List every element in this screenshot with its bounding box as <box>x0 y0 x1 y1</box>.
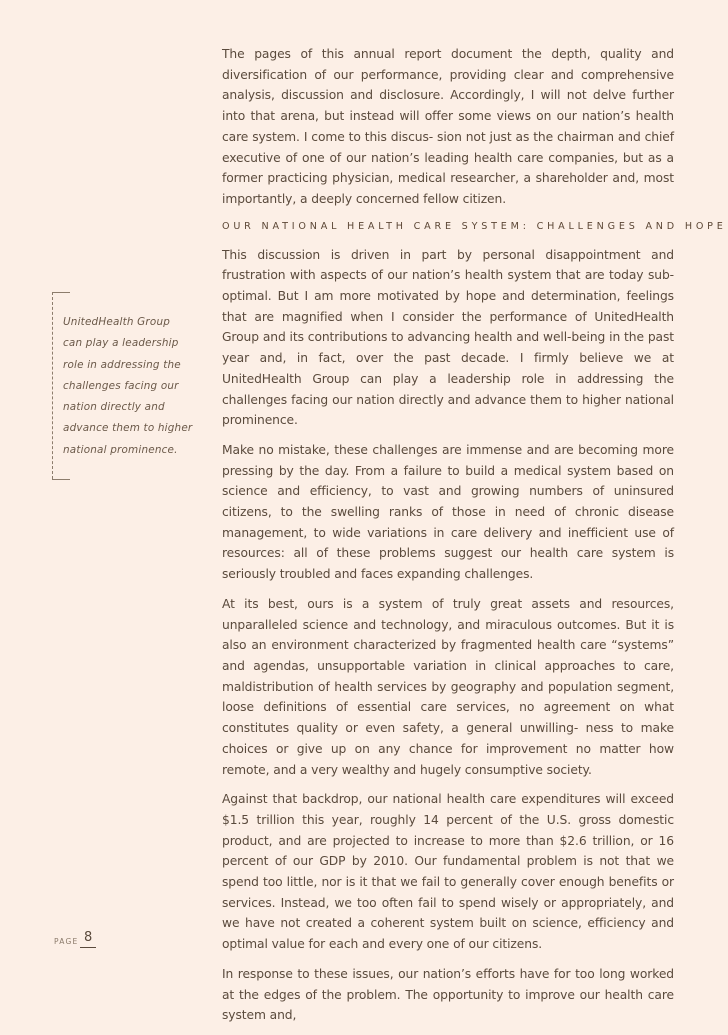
pullquote-line: UnitedHealth Group <box>63 316 171 328</box>
paragraph-expenditures: Against that backdrop, our national health care expenditures will exceed $1.5 trillion this year, roughly 14 percent of the U.S. gross domestic product, and are projected to increase to more than $2.6 trillion, or 16 percent of our GDP by 2010. Our fundamental problem is not that we spend too little, nor is it that we fail to generally cover enough benefits or services. Instead, we too often fail to spend wisely or appropriately, and we have not created a coherent system built on science, efficiency and optimal value for each and every one of our citizens. <box>222 792 674 952</box>
page-number: 8 <box>80 930 96 948</box>
pullquote-rule <box>52 292 53 479</box>
pullquote-bracket-bottom <box>52 479 70 480</box>
page-label: PAGE <box>54 937 79 946</box>
article-column <box>222 44 727 1035</box>
paragraph-system: At its best, ours is a system of truly great assets and resources, unparalleled science and technology, and miraculous outcomes. But it is also an environment characterized by fragmented health care “systems” and agendas, unsupportable variation in clinical approaches to care, maldistribution of health services by geography and population segment, loose definitions of essential care services, no agreement on what constitutes quality or even safety, a general unwilling- ness to make choices or give up on any chance for improvement no matter how remote, and a very wealthy and hugely consumptive society. <box>222 596 674 777</box>
pullquote-line: national prominence. <box>63 443 178 456</box>
pullquote <box>63 312 193 461</box>
pullquote-line: advance them to higher <box>63 422 193 435</box>
paragraph-intro: The pages of this annual report document the depth, quality and diversification of our performance, providing clear and comprehensive analysis, discussion and disclosure. Accordingly, I will not delve further into that arena, but instead will offer some views on our nation’s health care system. I come to this discus- sion not just as the chairman and chief executive of one of our nation’s leading health care companies, but as a former practicing physician, medical researcher, a shareholder and, most importantly, a deeply concerned fellow citizen. <box>222 47 674 206</box>
paragraph-response: In response to these issues, our nation’s efforts have for too long worked at the edges of the problem. The opportunity to improve our health care system and, <box>222 966 674 1023</box>
paragraph-challenges: Make no mistake, these challenges are immense and are becoming more pressing by the day. From a failure to build a medical system based on science and efficiency, to vast and growing numbers of uninsured citizens, to the swelling ranks of those in need of chronic disease management, to wide variations in care delivery and inefficient use of resources: all of these problems suggest our health care system is seriously troubled and faces expanding challenges. <box>222 442 674 582</box>
pullquote-line: can play a leadership <box>63 337 179 350</box>
pullquote-line: nation directly and <box>63 401 165 414</box>
pullquote-line: role in addressing the <box>63 358 181 371</box>
paragraph-motivation: This discussion is driven in part by personal disappointment and frustration with aspects of our nation’s health system that are today sub-optimal. But I am more motivated by hope and determination, feelings that are magnified when I consider the performance of UnitedHealth Group and its contributions to advancing health and well-being in the past year and, in fact, over the past decade. I firmly believe we at UnitedHealth Group can play a leadership role in addressing the challenges facing our nation directly and advance them to higher national prominence. <box>222 247 674 428</box>
section-heading: OUR NATIONAL HEALTH CARE SYSTEM: CHALLENGES AND HOPE <box>222 220 727 232</box>
pullquote-bracket-top <box>52 292 70 293</box>
pullquote-line: challenges facing our <box>63 379 179 392</box>
